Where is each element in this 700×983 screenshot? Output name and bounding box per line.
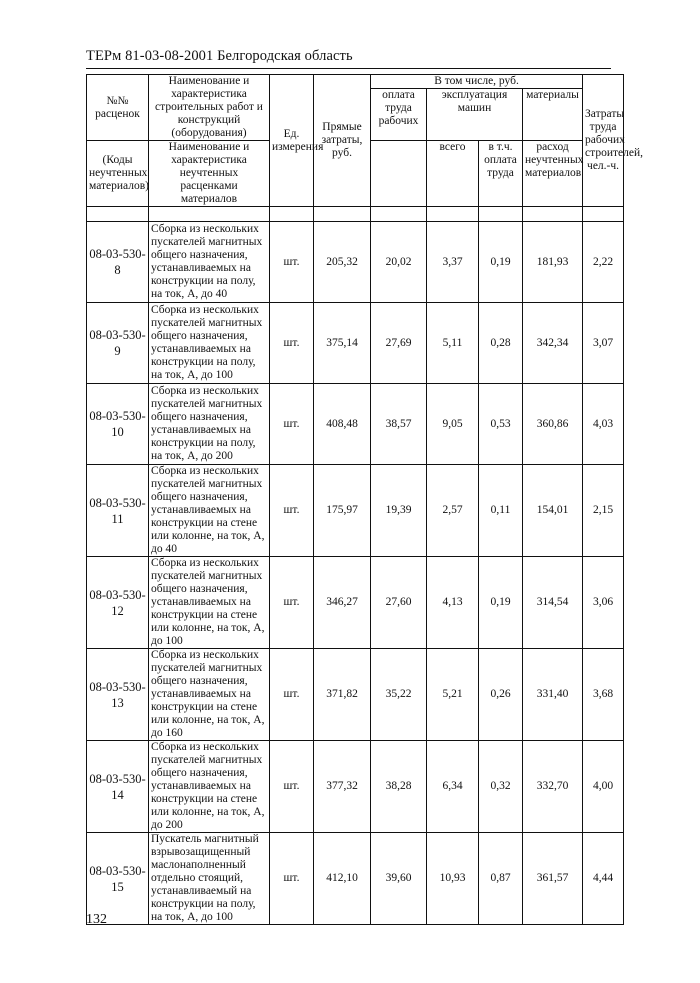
work-description: Сборка из нескольких пускателей магнитных общего назначения, устанавливаемых на конструкции на стене или колонне, на ток, А, до 100 [149,557,270,649]
machine-cost: 3,37 [427,222,479,303]
header-wages: оплата труда рабочих [371,89,427,141]
unit-of-measure: шт. [270,384,314,465]
machine-wages: 0,32 [479,741,523,833]
machine-wages: 0,19 [479,557,523,649]
labor-hours: 4,03 [583,384,624,465]
rate-code-prefix: 08-03-530- [89,863,146,878]
rate-code-number: 9 [114,344,121,358]
header-name2: Наименование и характеристика неучтенных расценками материалов [149,141,270,207]
machine-wages: 0,87 [479,833,523,925]
work-description: Сборка из нескольких пускателей магнитных общего назначения, устанавливаемых на конструкции на стене или колонне, на ток, А, до 40 [149,465,270,557]
rate-code [87,384,149,465]
header-labor: Затраты труда рабочих строителей, чел.-ч. [583,75,624,207]
unit-of-measure: шт. [270,557,314,649]
machine-cost: 10,93 [427,833,479,925]
rate-code-prefix: 08-03-530- [89,409,146,423]
rate-code-number: 13 [111,695,124,710]
table-row [87,465,624,557]
table-row [87,649,624,741]
worker-wages: 38,28 [371,741,427,833]
rate-code-prefix: 08-03-530- [89,247,146,261]
materials-cost: 314,54 [523,557,583,649]
rate-code [87,465,149,557]
rates-table [86,74,643,925]
machine-cost: 5,11 [427,303,479,384]
direct-cost: 375,14 [314,303,371,384]
rate-code-number: 8 [114,263,121,277]
rate-code-number: 11 [111,511,124,526]
rate-code-number: 15 [111,879,124,894]
worker-wages: 27,69 [371,303,427,384]
table-row [87,384,624,465]
table-rows [87,222,624,925]
header-row-1 [87,75,624,89]
rate-code-prefix: 08-03-530- [89,771,146,786]
header-code: №№ расценок [87,75,149,141]
unit-of-measure: шт. [270,741,314,833]
machine-cost: 6,34 [427,741,479,833]
worker-wages: 19,39 [371,465,427,557]
rate-code-prefix: 08-03-530- [89,495,146,510]
worker-wages: 27,60 [371,557,427,649]
labor-hours: 2,22 [583,222,624,303]
rate-code [87,833,149,925]
labor-hours: 3,68 [583,649,624,741]
unit-of-measure: шт. [270,303,314,384]
rate-code [87,741,149,833]
header-incl: В том числе, руб. [371,75,583,89]
machine-cost: 2,57 [427,465,479,557]
machine-cost: 4,13 [427,557,479,649]
direct-cost: 377,32 [314,741,371,833]
machine-wages: 0,28 [479,303,523,384]
materials-cost: 332,70 [523,741,583,833]
header-mat-unaccounted: расход неучтенных материалов [523,141,583,207]
table-row [87,303,624,384]
header-direct: Прямые затраты, руб. [314,75,371,207]
page-title: ТЕРм 81-03-08-2001 Белгородская область [86,48,353,64]
labor-hours: 3,06 [583,557,624,649]
direct-cost: 346,27 [314,557,371,649]
machine-cost: 9,05 [427,384,479,465]
work-description: Сборка из нескольких пускателей магнитных общего назначения, устанавливаемых на конструкции на полу, на ток, А, до 100 [149,303,270,384]
work-description: Сборка из нескольких пускателей магнитных общего назначения, устанавливаемых на конструкции на полу, на ток, А, до 200 [149,384,270,465]
table-row [87,833,624,925]
header-code2: (Коды неучтенных материалов) [87,141,149,207]
unit-of-measure: шт. [270,222,314,303]
materials-cost: 360,86 [523,384,583,465]
labor-hours: 2,15 [583,465,624,557]
rate-code-number: 12 [111,603,124,618]
unit-of-measure: шт. [270,649,314,741]
machine-wages: 0,19 [479,222,523,303]
header-name: Наименование и характеристика строительных работ и конструкций (оборудования) [149,75,270,141]
machine-cost: 5,21 [427,649,479,741]
rate-code-prefix: 08-03-530- [89,587,146,602]
work-description: Сборка из нескольких пускателей магнитных общего назначения, устанавливаемых на конструкции на стене или колонне, на ток, А, до 160 [149,649,270,741]
header-machines: эксплуатация машин [427,89,523,141]
header-rule [86,68,611,69]
table-row [87,222,624,303]
labor-hours: 4,00 [583,741,624,833]
rate-code [87,557,149,649]
direct-cost: 175,97 [314,465,371,557]
unit-of-measure: шт. [270,833,314,925]
rate-code-number: 14 [111,787,124,802]
worker-wages: 39,60 [371,833,427,925]
rate-code [87,222,149,303]
table-row [87,557,624,649]
materials-cost: 331,40 [523,649,583,741]
machine-wages: 0,26 [479,649,523,741]
materials-cost: 361,57 [523,833,583,925]
machine-wages: 0,53 [479,384,523,465]
worker-wages: 38,57 [371,384,427,465]
materials-cost: 154,01 [523,465,583,557]
table-row [87,741,624,833]
direct-cost: 371,82 [314,649,371,741]
labor-hours: 3,07 [583,303,624,384]
rate-code [87,303,149,384]
direct-cost: 412,10 [314,833,371,925]
page-number: 132 [86,912,107,927]
worker-wages: 35,22 [371,649,427,741]
header-mach-total: всего [427,141,479,207]
rate-code-prefix: 08-03-530- [89,328,146,342]
unit-of-measure: шт. [270,465,314,557]
header-materials: материалы [523,89,583,141]
work-description: Пускатель магнитный взрывозащищенный маслонаполненный отдельно стоящий, устанавливаемый на конструкции на полу, на ток, А, до 100 [149,833,270,925]
header-wages-blank [371,141,427,207]
rate-code-number: 10 [111,425,124,439]
header-unit: Ед. измерения [270,75,314,207]
labor-hours: 4,44 [583,833,624,925]
machine-wages: 0,11 [479,465,523,557]
direct-cost: 205,32 [314,222,371,303]
header-mach-wages: в т.ч. оплата труда [479,141,523,207]
work-description: Сборка из нескольких пускателей магнитных общего назначения, устанавливаемых на конструкции на полу, на ток, А, до 40 [149,222,270,303]
materials-cost: 181,93 [523,222,583,303]
worker-wages: 20,02 [371,222,427,303]
direct-cost: 408,48 [314,384,371,465]
materials-cost: 342,34 [523,303,583,384]
header-spacer-row [87,207,624,222]
work-description: Сборка из нескольких пускателей магнитных общего назначения, устанавливаемых на конструкции на стене или колонне, на ток, А, до 200 [149,741,270,833]
rate-code-prefix: 08-03-530- [89,679,146,694]
rate-code [87,649,149,741]
